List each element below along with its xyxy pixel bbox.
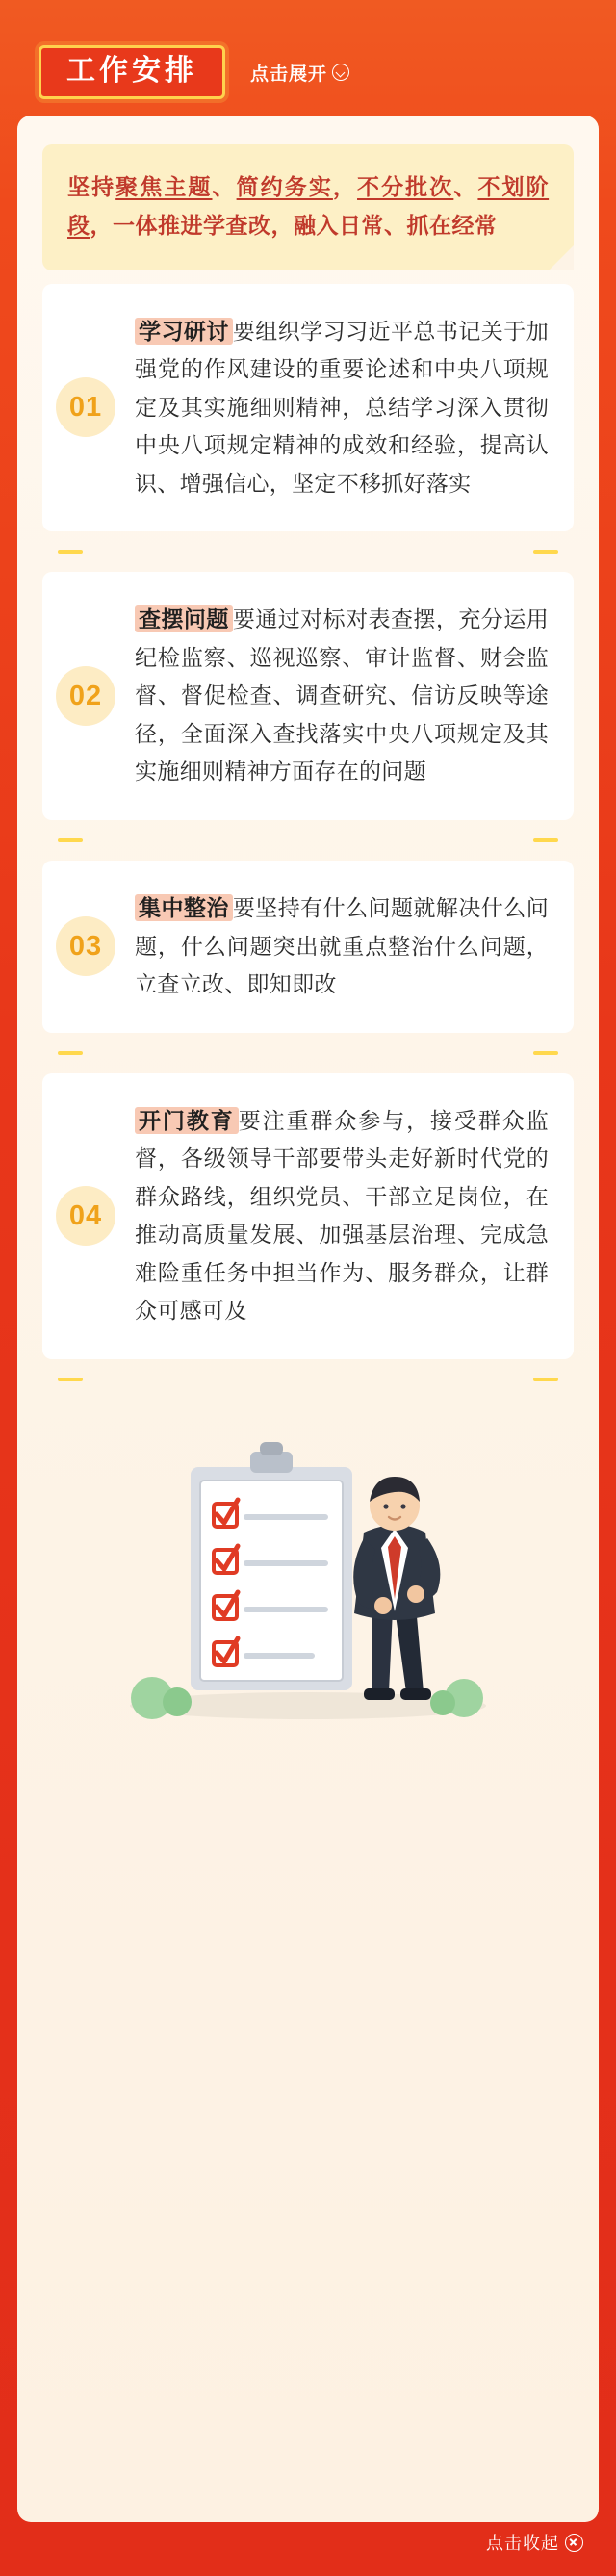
- quote-text: [67, 167, 549, 245]
- item-body: [135, 601, 549, 791]
- highlight-quote: [42, 144, 574, 270]
- item-body: [135, 1102, 549, 1330]
- list-item: [42, 1073, 574, 1359]
- item-body: [135, 889, 549, 1004]
- quote-seg-3: 简约务实: [236, 174, 333, 199]
- item-number-badge: 02: [56, 666, 116, 726]
- item-divider: [42, 820, 574, 861]
- item-tag: 集中整治: [135, 894, 233, 921]
- item-text: 要组织学习习近平总书记关于加强党的作风建设的重要论述和中央八项规定及其实施细则精神，总结学习深入贯彻中央八项规定精神的成效和经验，提高认识、增强信心，坚定不移抓好落实: [135, 318, 549, 496]
- collapse-button[interactable]: [486, 2530, 583, 2555]
- item-number-badge: 03: [56, 916, 116, 976]
- item-body: [135, 313, 549, 503]
- list-item: [42, 572, 574, 820]
- item-divider: [42, 1359, 574, 1400]
- item-tag: 学习研讨: [135, 318, 233, 345]
- item-divider: [42, 531, 574, 572]
- item-text: 要坚持有什么问题就解决什么问题，什么问题突出就重点整治什么问题，立查立改、即知即改: [135, 894, 549, 997]
- expand-button[interactable]: [250, 60, 349, 86]
- close-circle-icon: [565, 2534, 583, 2552]
- header: [0, 0, 616, 116]
- quote-seg-0: 坚持: [67, 174, 116, 199]
- page-title-badge: [38, 45, 225, 99]
- chevron-down-circle-icon: [332, 64, 349, 81]
- list-item: [42, 861, 574, 1033]
- item-tag: 开门教育: [135, 1107, 239, 1134]
- expand-label: 点击展开: [250, 64, 328, 85]
- collapse-label: 点击收起: [486, 2534, 559, 2553]
- list-item: [42, 284, 574, 532]
- quote-seg-1: 聚焦主题: [116, 174, 213, 199]
- checklist-clipboard-with-businessman-icon: [106, 1417, 510, 1725]
- item-text: 要通过对标对表查摆，充分运用纪检监察、巡视巡察、审计监督、财会监督、督促检查、调查研究、信访反映等途径，全面深入查找落实中央八项规定及其实施细则精神方面存在的问题: [135, 606, 549, 785]
- quote-seg-2: 、: [212, 174, 237, 199]
- content-card: [17, 116, 599, 2522]
- item-tag: 查摆问题: [135, 605, 233, 632]
- item-divider: [42, 1033, 574, 1073]
- illustration: [42, 1417, 574, 1735]
- item-text: 要注重群众参与，接受群众监督，各级领导干部要带头走好新时代党的群众路线，组织党员、干部立足岗位，在推动高质量发展、加强基层治理、完成急难险重任务中担当作为、服务群众，让群众可感可及: [135, 1107, 550, 1324]
- item-number-badge: 01: [56, 377, 116, 437]
- item-number-badge: 04: [56, 1186, 116, 1246]
- quote-seg-6: 、: [453, 174, 478, 199]
- quote-seg-4: ，: [332, 174, 358, 199]
- quote-seg-7: 不划阶段: [67, 174, 550, 239]
- quote-seg-5: 不分批次: [357, 174, 454, 199]
- page-title: 工作安排: [66, 55, 197, 87]
- quote-seg-8: ，一体推进学查改，融入日常、抓在经常: [90, 213, 498, 239]
